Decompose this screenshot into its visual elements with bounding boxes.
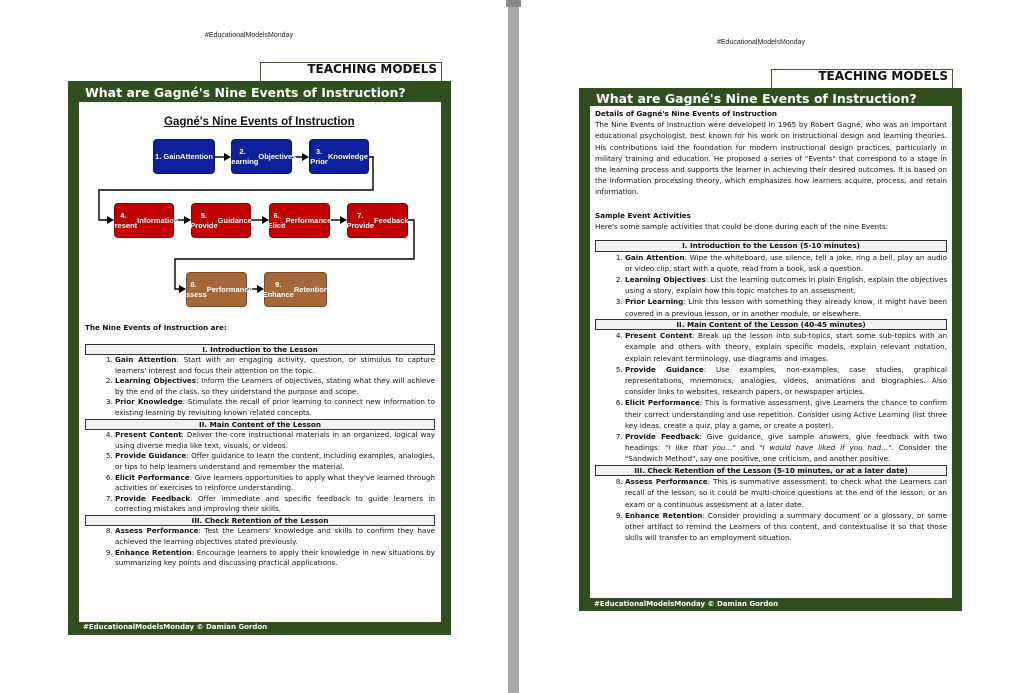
split-handle[interactable] <box>506 0 521 7</box>
list-item: 2. Learning Objectives: Inform the Learners of objectives, stating what they will achieve by the end of the class, so they understand the purpose and scope. <box>115 376 435 397</box>
teaching-models-tab: TEACHING MODELS <box>260 62 442 81</box>
events-list-retention <box>85 526 435 568</box>
sample-heading: Sample Event Activities <box>595 210 691 220</box>
left-page-frame <box>68 81 451 635</box>
page-footer: #EducationalModelsMonday © Damian Gordon <box>594 600 779 608</box>
list-item: 3. Prior Knowledge: Stimulate the recall of prior learning to connect new information to existing learning by revisiting known related concepts. <box>115 397 435 418</box>
right-page-content <box>590 106 952 598</box>
event-box-4: 4. Present Information <box>114 203 174 238</box>
list-item: 3. Prior Learning: Link this lesson with something they already know, it might have been covered in a previous lesson, or in another module, or elsewhere. <box>625 296 947 318</box>
section-header-intro: I. Introduction to the Lesson <box>85 344 435 356</box>
list-item: 9. Enhance Retention: Consider providing a summary document or a glossary, or some other artifact to remind the Learners of this content, and contextualise it so that those skills will transfer to an employment situation. <box>625 510 947 544</box>
section-header-intro: I. Introduction to the Lesson (5-10 minutes) <box>595 240 947 252</box>
event-box-6: 6. Elicit Performance <box>269 203 330 238</box>
activities-list-intro <box>595 252 947 319</box>
window-split-divider[interactable] <box>508 0 519 693</box>
event-box-1: 1. Gain Attention <box>153 139 215 174</box>
events-intro: The Nine Events of Instruction are: <box>85 323 227 332</box>
list-item: 2. Learning Objectives: List the learning outcomes in plain English, explain the objectives using a story, explain how this topic matches to an assessment. <box>625 274 947 296</box>
page-header-hashtag: #EducationalModelsMonday <box>205 32 293 39</box>
section-header-retention: III. Check Retention of the Lesson <box>85 515 435 527</box>
right-page-frame <box>579 88 962 611</box>
events-list-intro <box>85 355 435 419</box>
list-item: 4. Present Content: Deliver the core instructional materials in an organized, logical way using diverse media like text, visuals, or videos. <box>115 430 435 451</box>
list-item: 5. Provide Guidance: Offer guidance to learn the content, including examples, analogies, or tips to help learners understand and remember the material. <box>115 451 435 472</box>
diagram-title: Gagné's Nine Events of Instruction <box>164 116 355 128</box>
event-box-8: 8. Assess Performance <box>186 272 247 307</box>
section-header-main: II. Main Content of the Lesson (40-45 minutes) <box>595 319 947 331</box>
event-box-7: 7. Provide Feedback <box>347 203 408 238</box>
section-header-main: II. Main Content of the Lesson <box>85 419 435 431</box>
list-item: 9. Enhance Retention: Encourage learners to apply their knowledge in new situations by summarizing key points and discussing practical applications. <box>115 548 435 569</box>
page-title: What are Gagné's Nine Events of Instruction? <box>596 91 917 106</box>
events-list-block <box>85 323 435 569</box>
details-paragraph: The Nine Events of Instruction were developed in 1965 by Robert Gagné, who was an important educational psychologist, best known for his work on instructional design and learning theories. His contributions laid the foundation for modern instructional design practices, particularly in military training and education. He proposed a series of "Events" that correspond to a stage in the learning process and supports the learner in achieving their desired outcomes. It is based on the information processing theory, which emphasizes how learners acquire, process, and retain information. <box>595 120 947 197</box>
teaching-models-tab: TEACHING MODELS <box>771 69 953 88</box>
left-page-content <box>79 102 441 622</box>
list-item: 5. Provide Guidance: Use examples, non-examples, case studies, graphical representations, mnemonics, analogies, videos, animations and biographies. Also consider links to websites, research papers, or newspaper articles. <box>625 364 947 398</box>
activities-list-retention <box>595 476 947 543</box>
event-box-3: 3. Prior Knowledge <box>309 139 369 174</box>
page-title: What are Gagné's Nine Events of Instruction? <box>85 85 406 100</box>
section-header-retention: III. Check Retention of the Lesson (5-10 minutes, or at a later date) <box>595 465 947 477</box>
activities-list-main <box>595 330 947 464</box>
list-item: 4. Present Content: Break up the lesson into sub-topics, start some sub-topics with an example and others with theory, explain specific models, explain relevant notation, explain relevant terminology, use diagrams and images. <box>625 330 947 364</box>
details-heading: Details of Gagné's Nine Events of Instruction <box>595 109 777 118</box>
list-item: 6. Elicit Performance: Give learners opportunities to apply what they've learned through activities or exercises to reinforce understanding. <box>115 473 435 494</box>
list-item: 1. Gain Attention: Start with an engaging activity, question, or stimulus to capture learners' interest and focus their attention on the topic. <box>115 355 435 376</box>
list-item: 1. Gain Attention: Wipe the whiteboard, use silence, tell a joke, ring a bell, play an audio or video clip, start with a quote, read from a book, ask a question. <box>625 252 947 274</box>
event-box-2: 2. Learning Objectives <box>231 139 292 174</box>
page-footer: #EducationalModelsMonday © Damian Gordon <box>83 623 268 631</box>
events-list-main <box>85 430 435 515</box>
details-block <box>595 108 947 543</box>
list-item: 7. Provide Feedback: Give guidance, give sample answers, give feedback with two headings: "I like that you…" and "I would have liked if you had…". Consider the "Sandwich Method", say one positive, one criticism, and another positive. <box>625 431 947 465</box>
list-item: 6. Elicit Performance: This is formative assessment, give Learners the chance to confirm their correct understanding and use repetition. Consider using Active Learning (list three key ideas, create a quiz, play a game, or create a poster). <box>625 397 947 431</box>
list-item: 7. Provide Feedback: Offer immediate and specific feedback to guide learners in correcting mistakes and improving their skills. <box>115 494 435 515</box>
page-header-hashtag: #EducationalModelsMonday <box>717 39 805 46</box>
event-box-5: 5. Provide Guidance <box>191 203 251 238</box>
sample-intro: Here's some sample activities that could be done during each of the nine Events: <box>595 221 889 231</box>
list-item: 8. Assess Performance: Test the Learners' knowledge and skills to confirm they have achieved the learning objectives stated previously. <box>115 526 435 547</box>
event-box-9: 9. Enhance Retention <box>264 272 327 307</box>
list-item: 8. Assess Performance: This is summative assessment, to check what the Learners can recall of the lesson, so it could be multi-choice questions at the end of the lesson; or an exam or a continuous assessment at a later date. <box>625 476 947 510</box>
